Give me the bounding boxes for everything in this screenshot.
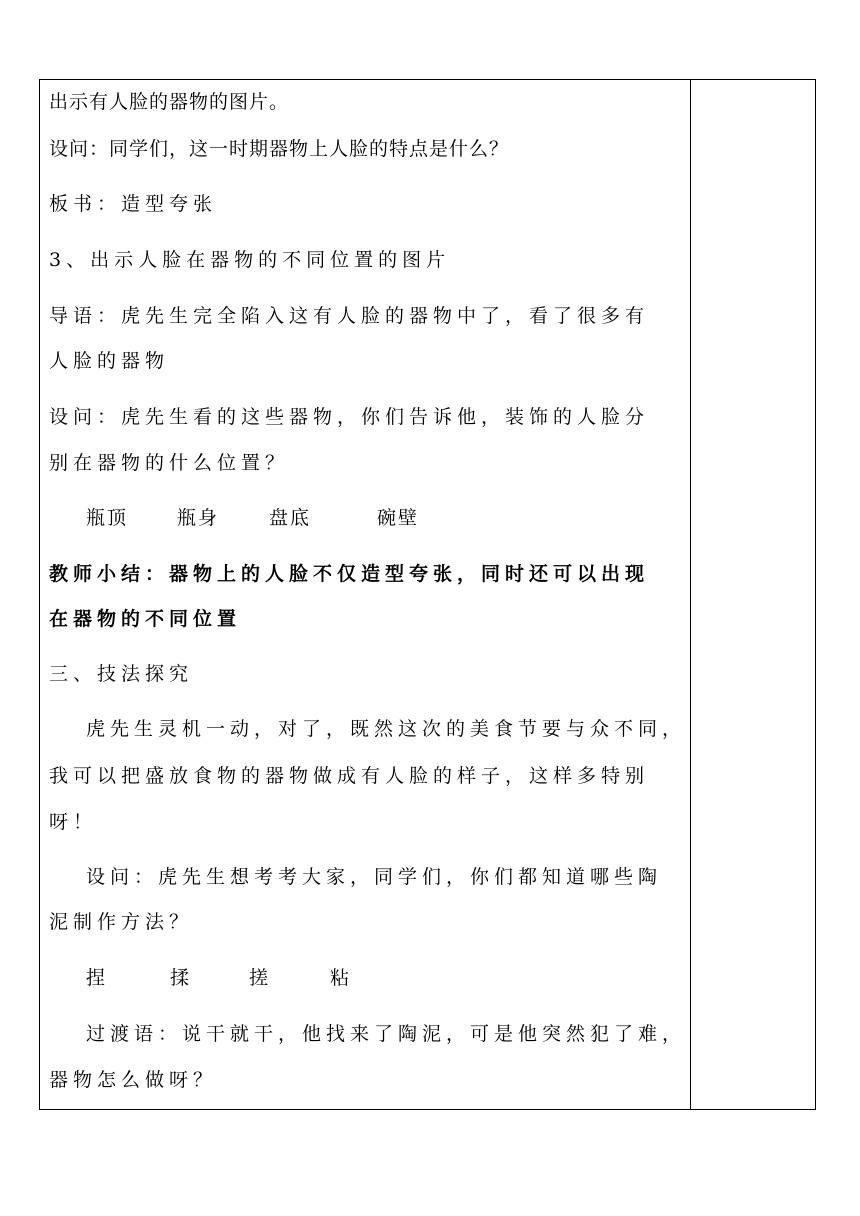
text-line: 设问：虎先生看的这些器物，你们告诉他，装饰的人脸分 <box>49 406 650 428</box>
text-line: 呀！ <box>49 811 98 833</box>
text-line: 别在器物的什么位置？ <box>49 452 290 474</box>
position-item: 瓶顶 <box>86 507 129 529</box>
text-line: 导语：虎先生完全陷入这有人脸的器物中了，看了很多有 <box>49 305 650 327</box>
position-item: 瓶身 <box>177 507 220 529</box>
method-item: 搓 <box>249 967 271 989</box>
lesson-content-cell <box>40 80 690 1109</box>
text-line: 过渡语：说干就干，他找来了陶泥，可是他突然犯了难， <box>86 1023 687 1045</box>
text-line: 器物怎么做呀？ <box>49 1069 218 1091</box>
text-line: 我可以把盛放食物的器物做成有人脸的样子，这样多特别 <box>49 765 650 787</box>
method-item: 捏 <box>86 967 108 989</box>
text-line: 设问：虎先生想考考大家，同学们，你们都知道哪些陶 <box>86 866 663 888</box>
method-list <box>40 966 690 990</box>
position-item: 碗壁 <box>377 507 420 529</box>
teacher-summary: 教师小结：器物上的人脸不仅造型夸张，同时还可以出现 <box>49 563 650 585</box>
section-heading: 三、技法探究 <box>49 663 194 685</box>
text-line: 出示有人脸的器物的图片。 <box>49 91 290 113</box>
teacher-summary: 在器物的不同位置 <box>49 608 242 630</box>
text-line: 虎先生灵机一动，对了，既然这次的美食节要与众不同， <box>86 718 687 740</box>
text-line: 设问：同学们，这一时期器物上人脸的特点是什么？ <box>49 138 510 160</box>
method-item: 揉 <box>170 967 192 989</box>
position-item: 盘底 <box>269 507 312 529</box>
method-item: 粘 <box>330 967 352 989</box>
text-line: 板书：造型夸张 <box>49 193 218 215</box>
notes-cell <box>691 80 815 1109</box>
text-line: 人脸的器物 <box>49 350 170 372</box>
text-line: 泥制作方法？ <box>49 911 194 933</box>
lesson-plan-table <box>39 79 816 1110</box>
position-list <box>40 506 690 530</box>
section-heading: 3、出示人脸在器物的不同位置的图片 <box>49 249 451 271</box>
